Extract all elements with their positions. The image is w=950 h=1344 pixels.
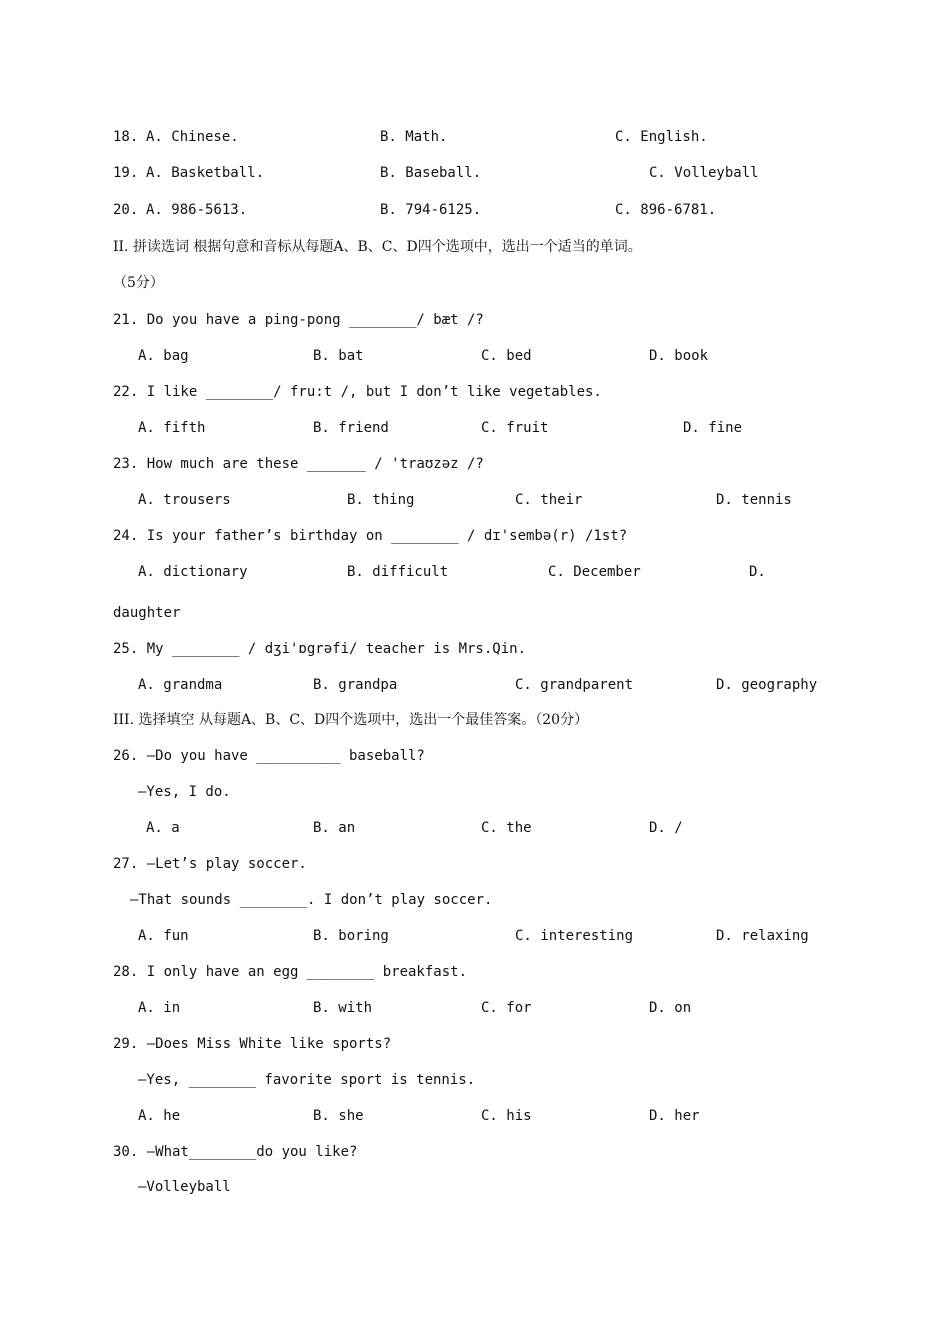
question-20-option-c: C. 896-6781. [615, 202, 717, 218]
question-22-option-c: C. fruit [481, 420, 549, 436]
question-26-option-d: D. / [649, 820, 683, 836]
question-29-reply: –Yes, ________ favorite sport is tennis. [138, 1072, 476, 1088]
question-27-option-a: A. fun [138, 928, 189, 944]
question-30-stem: 30. –What________do you like? [113, 1144, 358, 1160]
question-24-option-a: A. dictionary [138, 564, 248, 580]
question-28-option-b: B. with [313, 1000, 373, 1016]
question-19-option-a: A. Basketball. [146, 165, 265, 181]
question-21-option-c: C. bed [481, 348, 532, 364]
question-19-option-c: C. Volleyball [649, 165, 759, 181]
question-29-option-a: A. he [138, 1108, 181, 1124]
question-30-reply: –Volleyball [138, 1179, 231, 1195]
question-22-option-a: A. fifth [138, 420, 206, 436]
question-27-stem: 27. –Let’s play soccer. [113, 856, 307, 872]
section-2-score: （5分） [113, 275, 164, 291]
question-27-reply: –That sounds ________. I don’t play soccer. [130, 892, 493, 908]
question-29-option-d: D. her [649, 1108, 700, 1124]
question-24-option-d: D. [749, 564, 766, 580]
question-24-option-d-text: daughter [113, 605, 181, 621]
question-18-option-a: A. Chinese. [146, 129, 239, 145]
question-29-stem: 29. –Does Miss White like sports? [113, 1036, 392, 1052]
question-27-option-b: B. boring [313, 928, 389, 944]
question-24-option-c: C. December [548, 564, 641, 580]
question-26-option-b: B. an [313, 820, 356, 836]
question-24-option-b: B. difficult [347, 564, 449, 580]
question-20-option-a: A. 986-5613. [146, 202, 248, 218]
question-23-option-b: B. thing [347, 492, 415, 508]
question-25-option-d: D. geography [716, 677, 818, 693]
question-23-option-c: C. their [515, 492, 583, 508]
section-2-title: II. 拼读选词 根据句意和音标从每题A、B、C、D四个选项中，选出一个适当的单词。 [113, 239, 642, 255]
question-25-option-b: B. grandpa [313, 677, 398, 693]
question-18-option-b: B. Math. [380, 129, 448, 145]
question-18-option-c: C. English. [615, 129, 708, 145]
question-21-option-d: D. book [649, 348, 709, 364]
question-20-option-b: B. 794-6125. [380, 202, 482, 218]
question-19-option-b: B. Baseball. [380, 165, 482, 181]
question-25-stem: 25. My ________ / dʒi'ɒgrəfi/ teacher is Mrs.Qin. [113, 641, 527, 657]
question-28-option-a: A. in [138, 1000, 181, 1016]
question-25-option-a: A. grandma [138, 677, 223, 693]
question-29-option-c: C. his [481, 1108, 532, 1124]
question-27-option-c: C. interesting [515, 928, 634, 944]
question-26-option-a: A. a [146, 820, 180, 836]
question-25-option-c: C. grandparent [515, 677, 634, 693]
question-21-option-b: B. bat [313, 348, 364, 364]
question-28-stem: 28. I only have an egg ________ breakfast. [113, 964, 468, 980]
question-26-reply: –Yes, I do. [138, 784, 231, 800]
question-26-option-c: C. the [481, 820, 532, 836]
question-29-option-b: B. she [313, 1108, 364, 1124]
question-24-stem: 24. Is your father’s birthday on ________ / dɪ'sembə(r) /1st? [113, 528, 628, 544]
question-20-number: 20. [113, 202, 139, 218]
question-26-stem: 26. –Do you have __________ baseball? [113, 748, 425, 764]
question-27-option-d: D. relaxing [716, 928, 809, 944]
question-21-stem: 21. Do you have a ping-pong ________/ bæt /? [113, 312, 484, 328]
question-23-stem: 23. How much are these _______ / 'traʊzəz /? [113, 456, 484, 472]
question-18-number: 18. [113, 129, 139, 145]
section-3-title: III. 选择填空 从每题A、B、C、D四个选项中，选出一个最佳答案。（20分） [113, 712, 589, 728]
question-19-number: 19. [113, 165, 139, 181]
question-21-option-a: A. bag [138, 348, 189, 364]
question-22-option-d: D. fine [683, 420, 743, 436]
question-28-option-d: D. on [649, 1000, 692, 1016]
question-28-option-c: C. for [481, 1000, 532, 1016]
question-23-option-a: A. trousers [138, 492, 231, 508]
question-22-stem: 22. I like ________/ fru:t /, but I don’t like vegetables. [113, 384, 602, 400]
question-23-option-d: D. tennis [716, 492, 792, 508]
question-22-option-b: B. friend [313, 420, 389, 436]
